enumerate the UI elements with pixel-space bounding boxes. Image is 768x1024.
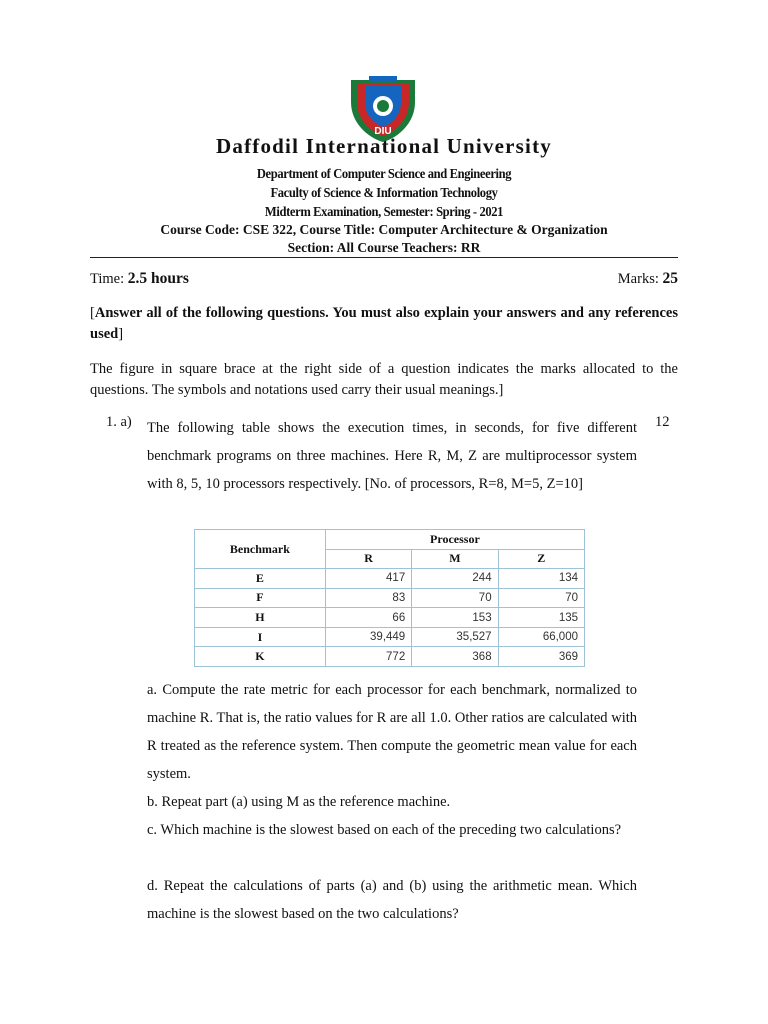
table-cell: 772: [325, 647, 411, 667]
table-header-row: [195, 530, 585, 550]
course-info: Course Code: CSE 322, Course Title: Computer Architecture & Organization: [160, 222, 608, 237]
header-divider: [90, 257, 678, 258]
table-cell: 66,000: [498, 627, 584, 647]
table-cell: 134: [498, 569, 584, 589]
processor-header: Processor: [325, 530, 584, 550]
table-cell: 244: [412, 569, 498, 589]
benchmark-name: H: [195, 608, 326, 628]
column-header: R: [325, 549, 411, 569]
part-d: d. Repeat the calculations of parts (a) and (b) using the arithmetic mean. Which machine is the slowest based on the two calculations?: [147, 878, 637, 922]
marks-label: Marks:: [617, 271, 659, 287]
table-cell: 417: [325, 569, 411, 589]
column-header: Z: [498, 549, 584, 569]
table-cell: 83: [325, 588, 411, 608]
table-row: [195, 608, 585, 628]
table-row: [195, 569, 585, 589]
part-c: c. Which machine is the slowest based on each of the preceding two calculations?: [147, 822, 622, 838]
table-cell: 70: [498, 588, 584, 608]
question-text: The following table shows the execution times, in seconds, for five different benchmark programs on three machines. Here R, M, Z are multiprocessor system with 8, 5, 10 processors respectively. [No. of processors, R=8, M=5, Z=10]: [147, 420, 637, 492]
time-allowed: [90, 270, 189, 288]
marks-note: The figure in square brace at the right side of a question indicates the marks allocated to the questions. The symbols and notations used carry their usual meanings.]: [90, 361, 678, 398]
part-a: a. Compute the rate metric for each processor for each benchmark, normalized to machine R. That is, the ratio values for R are all 1.0. Other ratios are calculated with R treated as the reference system. Then compute the geometric mean value for each system.: [147, 682, 637, 782]
execution-time-table: [194, 529, 585, 667]
table-cell: 70: [412, 588, 498, 608]
table-cell: 35,527: [412, 627, 498, 647]
column-header: M: [412, 549, 498, 569]
part-b: b. Repeat part (a) using M as the reference machine.: [147, 794, 451, 810]
benchmark-name: I: [195, 627, 326, 647]
total-marks: [618, 270, 678, 288]
table-cell: 369: [498, 647, 584, 667]
table-row: [195, 627, 585, 647]
section-info: Section: All Course Teachers: RR: [287, 240, 481, 255]
instructions: [Answer all of the following questions. You must also explain your answers and any references used]: [90, 305, 678, 342]
benchmark-name: F: [195, 588, 326, 608]
table-cell: 39,449: [325, 627, 411, 647]
table-cell: 153: [412, 608, 498, 628]
exam-title: Midterm Examination, Semester: Spring - 2021: [264, 204, 504, 219]
logo-text: DIU: [374, 126, 392, 137]
marks-value: 25: [662, 270, 678, 287]
time-value: 2.5 hours: [127, 270, 189, 287]
benchmark-name: K: [195, 647, 326, 667]
time-label: Time:: [90, 271, 125, 287]
question-number: 1. a): [106, 414, 132, 430]
table-cell: 66: [325, 608, 411, 628]
question-marks: 12: [655, 414, 670, 430]
table-cell: 135: [498, 608, 584, 628]
table-row: [195, 588, 585, 608]
benchmark-header: Benchmark: [195, 530, 326, 569]
table-row: [195, 647, 585, 667]
faculty-name: Faculty of Science & Information Technology: [270, 185, 498, 200]
instructions-text: Answer all of the following questions. You must also explain your answers and any references used: [90, 305, 678, 342]
benchmark-name: E: [195, 569, 326, 589]
department-name: Department of Computer Science and Engineering: [256, 166, 512, 181]
university-name: Daffodil International University: [216, 134, 552, 158]
table-cell: 368: [412, 647, 498, 667]
